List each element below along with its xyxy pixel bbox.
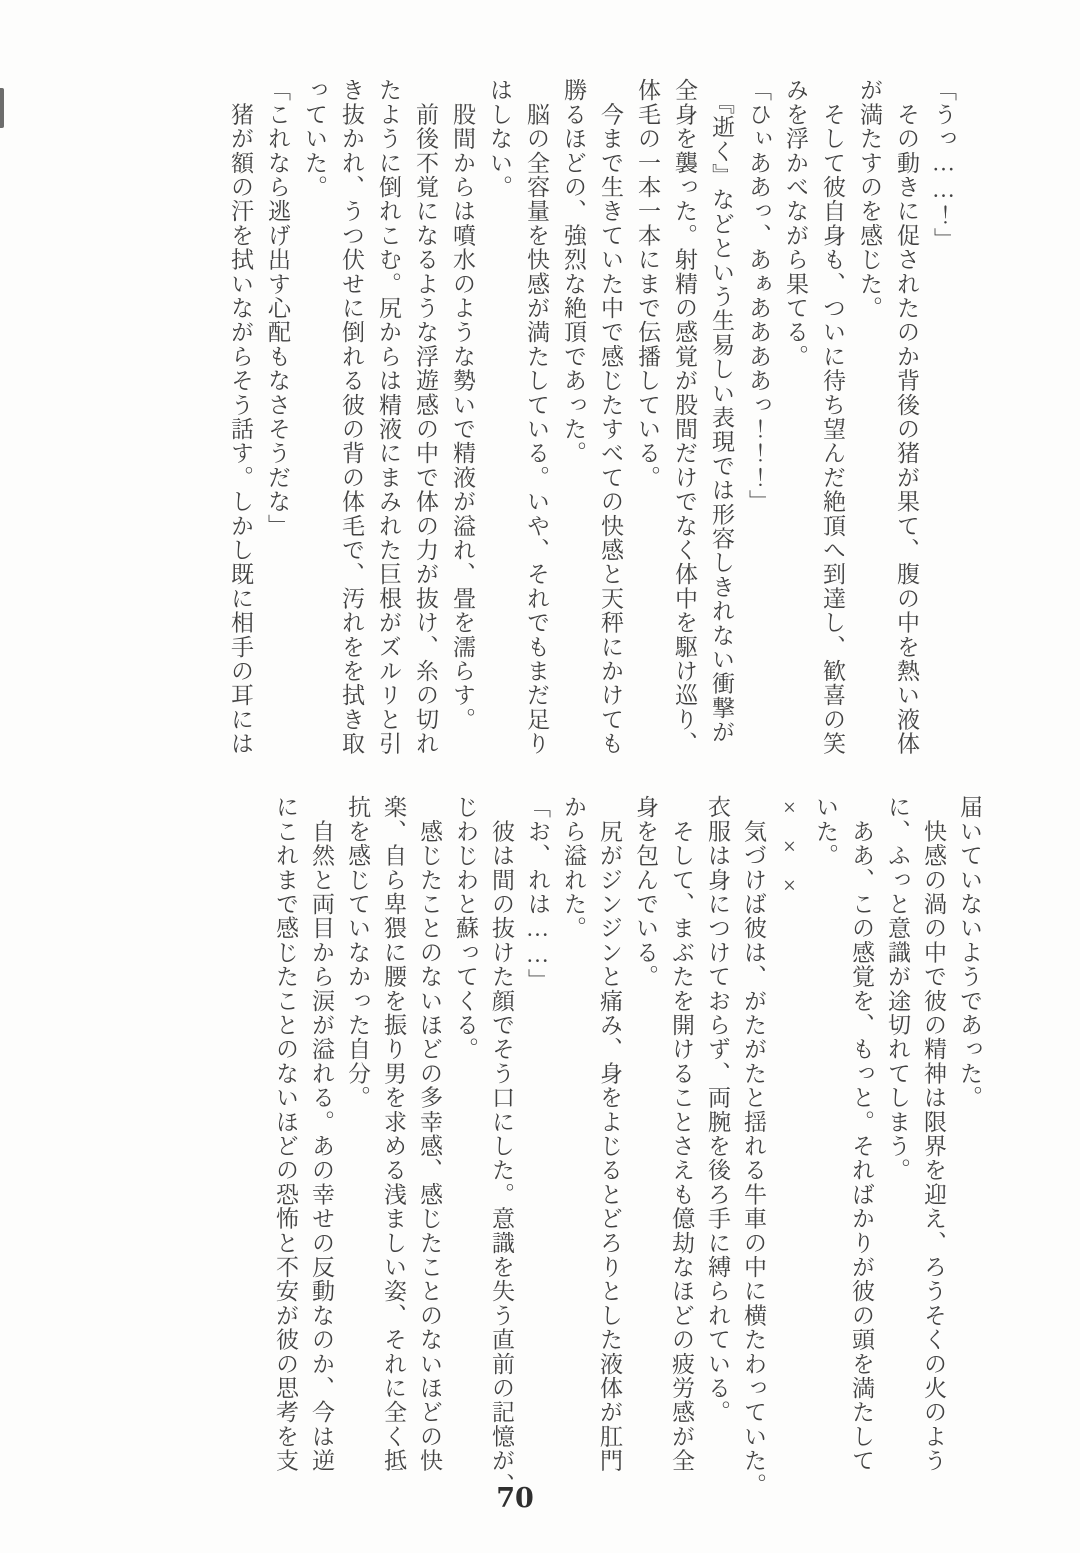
text-column: そして、まぶたを開けることさえも億劫なほどの疲労感が全 <box>669 795 694 1473</box>
text-column: 気づけば彼は、がたがたと揺れる牛車の中に横たわっていた。 <box>741 795 766 1497</box>
text-column: から溢れた。 <box>561 795 586 941</box>
text-column: たように倒れこむ。尻からは精液にまみれた巨根がズルリと引 <box>376 78 401 756</box>
text-column: 股間からは噴水のような勢いで精液が溢れ、畳を濡らす。 <box>450 78 475 732</box>
text-column: 楽、自ら卑猥に腰を振り男を求める浅ましい姿、それに全く抵 <box>381 795 406 1473</box>
text-column: に、ふっと意識が途切れてしまう。 <box>885 795 910 1183</box>
top-text-block <box>222 78 962 756</box>
text-column: 猪が額の汗を拭いながらそう話す。しかし既に相手の耳には <box>228 78 253 756</box>
text-column: 「うっ……！」 <box>931 78 956 252</box>
text-column: 快感の渦の中で彼の精神は限界を迎え、ろうそくの火のよう <box>921 795 946 1473</box>
bottom-text-block <box>267 795 987 1497</box>
text-column: 全身を襲った。射精の感覚が股間だけでなく体中を駆け巡り、 <box>672 78 697 756</box>
text-column: 彼は間の抜けた顔でそう口にした。意識を失う直前の記憶が、 <box>489 795 514 1497</box>
text-column: き抜かれ、うつ伏せに倒れる彼の背の体毛で、汚れをを拭き取 <box>339 78 364 756</box>
text-column: 「ひぃああっ、あぁああああっ！！！」 <box>746 78 771 514</box>
text-column: 脳の全容量を快感が満たしている。いや、それでもまだ足り <box>524 78 549 756</box>
text-column: にこれまで感じたことのないほどの恐怖と不安が彼の思考を支 <box>273 795 298 1473</box>
text-column: 抗を感じていなかった自分。 <box>345 795 370 1110</box>
scan-artifact-mark <box>0 88 4 128</box>
text-column: みを浮かべながら果てる。 <box>783 78 808 369</box>
text-column: 届いていないようであった。 <box>957 795 982 1110</box>
text-column: じわじわと蘇ってくる。 <box>453 795 478 1062</box>
text-column: っていた。 <box>302 78 327 199</box>
text-column: 自然と両目から涙が溢れる。あの幸せの反動なのか、今は逆 <box>309 795 334 1473</box>
text-column: 「これなら逃げ出す心配もなさそうだな」 <box>265 78 290 538</box>
text-column: そして彼自身も、ついに待ち望んだ絶頂へ到達し、歓喜の笑 <box>820 78 845 756</box>
text-column: 今まで生きていた中で感じたすべての快感と天秤にかけても <box>598 78 623 756</box>
text-column: 体毛の一本一本にまで伝播している。 <box>635 78 660 490</box>
text-column: 勝るほどの、強烈な絶頂であった。 <box>561 78 586 466</box>
text-column: いた。 <box>813 795 838 868</box>
text-column: 感じたことのないほどの多幸感、感じたことのないほどの快 <box>417 795 442 1473</box>
text-column: が満たすのを感じた。 <box>857 78 882 320</box>
text-column: はしない。 <box>487 78 512 199</box>
text-column: 尻がジンジンと痛み、身をよじるとどろりとした液体が肛門 <box>597 795 622 1473</box>
scene-break-divider: ××× <box>777 795 802 912</box>
text-column: 衣服は身につけておらず、両腕を後ろ手に縛られている。 <box>705 795 730 1425</box>
text-column: 「お、れは……」 <box>525 795 550 993</box>
text-column: 『逝く』などという生易しい表現では形容しきれない衝撃が <box>709 78 734 745</box>
page-number: 70 <box>496 1483 534 1514</box>
text-column: 前後不覚になるような浮遊感の中で体の力が抜け、糸の切れ <box>413 78 438 756</box>
text-column: ああ、この感覚を、もっと。そればかりが彼の頭を満たして <box>849 795 874 1473</box>
text-column: 身を包んでいる。 <box>633 795 658 989</box>
text-column: その動きに促されたのか背後の猪が果て、腹の中を熱い液体 <box>894 78 919 756</box>
